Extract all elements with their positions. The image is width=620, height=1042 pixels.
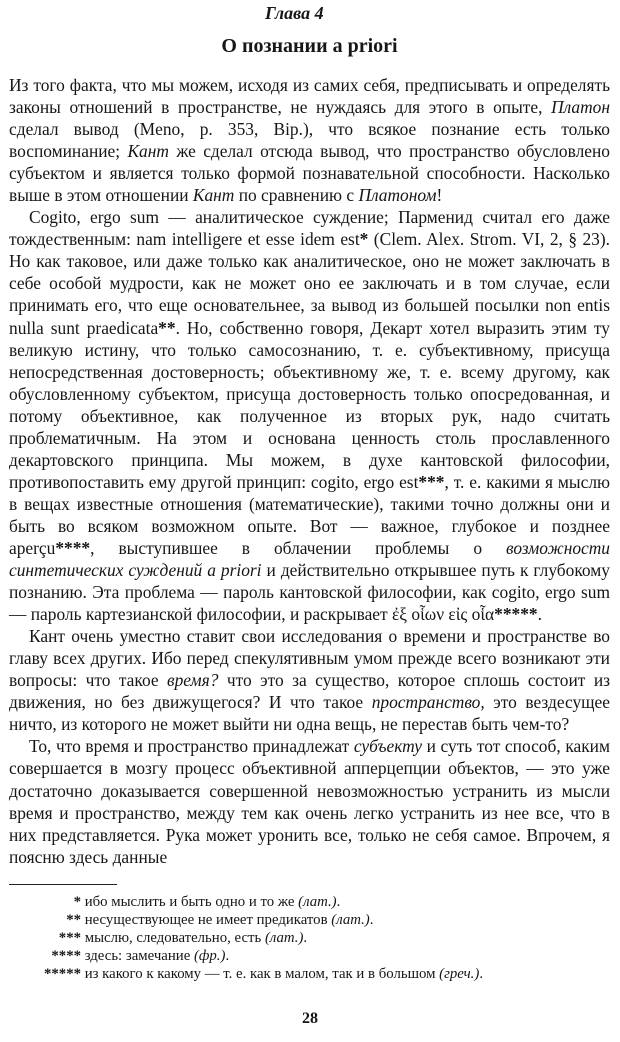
text: и действительно открывшее путь к глубокому познанию. Эта проблема — пароль кантовской философии, как cogito, ergo sum — пароль картезианской философии, и раскрывает ἐξ οἷων εἰς οἷα	[9, 560, 610, 625]
footnote-ref-2: **	[158, 317, 176, 338]
footnote-end: .	[225, 947, 230, 964]
paragraph-1	[9, 74, 610, 206]
text: !	[436, 185, 443, 206]
text: это вездесущее ничто, из которого не может выйти ни одна вещь, не перестав быть чем-то?	[9, 692, 610, 735]
chapter-heading: Глава 4	[265, 3, 324, 23]
text: , выступившее в облачении проблемы о	[90, 537, 507, 558]
footnote-end: .	[369, 911, 374, 928]
footnote-lang: (лат.)	[264, 929, 304, 946]
name-kant: Кант	[127, 141, 169, 162]
emphasis: возможности синтетических суждений a priori	[9, 537, 610, 581]
footnote-mark: *	[73, 893, 81, 910]
footnote-text: несуществующее не имеет предикатов	[84, 911, 332, 928]
footnote-ref-1: *	[359, 229, 369, 250]
footnote-lang: (фр.)	[193, 947, 226, 964]
emphasis: субъекту	[353, 736, 422, 757]
name-plato: Платон	[551, 97, 610, 118]
footnote-mark: **	[66, 911, 81, 928]
text: же сделал отсюда вывод, что пространство обусловлено субъектом и является только формой познавательной способности. Насколько выше в этом отношении	[9, 141, 610, 206]
footnote-end: .	[303, 929, 308, 946]
paragraph-3	[9, 625, 610, 735]
footnote-divider	[9, 884, 117, 885]
text: Cogito, ergo sum — аналитическое суждение; Парменид считал его даже тождественным: nam intelligere et esse idem est	[9, 207, 610, 250]
footnote-ref-4: ****	[55, 537, 91, 558]
text: То, что время и пространство принадлежат	[29, 736, 354, 757]
footnote-text: здесь: замечание	[84, 947, 194, 964]
footnote-ref-3: ***	[418, 471, 445, 492]
emphasis: время?	[167, 670, 219, 691]
page-number: 28	[302, 1010, 318, 1027]
paragraph-2	[9, 206, 610, 625]
text: сделал вывод (Meno, p. 353, Bip.), что всякое познание есть только воспоминание;	[9, 119, 610, 162]
footnote-mark: ****	[51, 947, 81, 964]
emphasis: пространство,	[371, 692, 485, 713]
text: . Но, собственно говоря, Декарт хотел выразить этим ту великую истину, что только самосознанию, т. е. субъективному, присуща непосредственная достоверность; объективному же, т. е. всему другому, как обусловленному субъектом, присуща достоверность только опосредованная, и потому объективное, как полученное из вторых рук, надо считать проблематичным. На этом и основана ценность столь прославленного декартовского принципа. Мы можем, в духе кантовской философии, противопоставить ему другой принцип: cogito, ergo est	[9, 317, 610, 492]
text: по сравнению с	[234, 185, 359, 206]
footnote-mark: ***	[58, 929, 81, 946]
footnote-ref-5: *****	[494, 604, 538, 625]
section-title: О познании a priori	[221, 35, 398, 57]
footnote-3	[9, 929, 610, 947]
footnote-end: .	[336, 893, 341, 910]
text: .	[537, 604, 542, 625]
text: что это за существо, которое сплошь состоит из движения, но без движущегося? И что такое	[9, 670, 610, 713]
footnotes	[9, 893, 610, 983]
text: (Clem. Alex. Strom. VI, 2, § 23). Но как таковое, или даже только как аналитическое, оно не может заключать в себе особой мудрости, как не может оно ее заключать и в том случае, если принимать его, что еще основательнее, за вывод из большей посылки non entis nulla sunt praedicata	[9, 229, 610, 338]
footnote-lang: (греч.)	[439, 965, 480, 982]
footnote-text: из какого к какому — т. е. как в малом, так и в большом	[84, 965, 440, 982]
footnote-lang: (лат.)	[298, 893, 337, 910]
footnote-4	[9, 947, 610, 965]
text: , т. е. какими я мыслю в вещах известные отношения (математические), такими точно должны они и быть во всяком возможном опыте. Вот — важное, глубокое и позднее aperçu	[9, 471, 611, 558]
footnote-2	[9, 911, 610, 929]
name-kant: Кант	[192, 185, 235, 206]
footnote-text: мыслю, следовательно, есть	[84, 929, 265, 946]
footnote-text: ибо мыслить и быть одно и то же	[84, 893, 299, 910]
footnote-1	[9, 893, 610, 911]
text: Из того факта, что мы можем, исходя из самих себя, предписывать и определять законы отношений в пространстве, не нуждаясь для этого в опыте,	[9, 75, 610, 118]
footnote-mark: *****	[44, 965, 81, 982]
text: и суть тот способ, каким совершается в мозгу процесс объективной апперцепции объектов, — это уже достаточно доказывается совершенной невозможностью устранить из мысли время и пространство, между тем как очень легко устранить из нее все, что в них представляется. Рука может уронить все, только не себя самое. Впрочем, я поясню здесь данные	[9, 736, 610, 867]
footnote-5	[9, 965, 610, 983]
text: Кант очень уместно ставит свои исследования о времени и пространстве во главу всех других. Ибо перед спекулятивным умом прежде всего возникают эти вопросы: что такое	[9, 626, 610, 691]
footnote-end: .	[479, 965, 484, 982]
name-plato: Платоном	[358, 185, 437, 206]
footnote-lang: (лат.)	[331, 911, 370, 928]
paragraph-4	[9, 735, 610, 867]
